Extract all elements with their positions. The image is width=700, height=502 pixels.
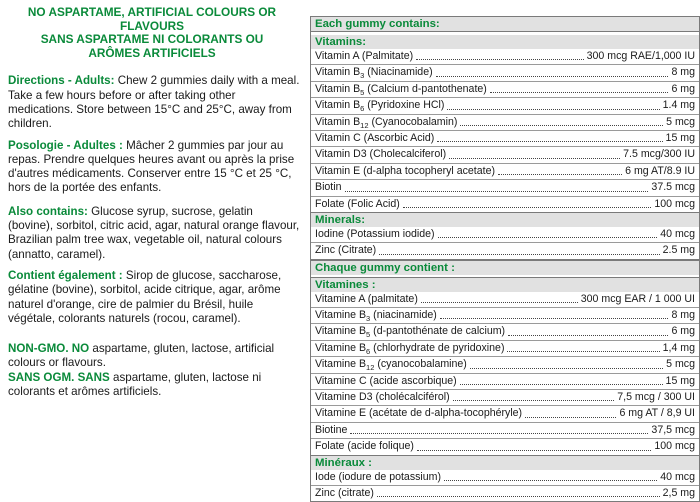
- nutrient-name: Folate (Folic Acid): [315, 197, 400, 210]
- nutrient-name: Zinc (citrate): [315, 486, 374, 499]
- vitamines-section: [311, 277, 699, 455]
- mineraux-section: [311, 455, 699, 502]
- nutrient-row: [311, 405, 699, 421]
- nutrient-row: [311, 438, 699, 454]
- nutrient-row: [311, 49, 699, 64]
- nutrient-value: 40 mcg: [660, 470, 695, 483]
- nutrient-value: 7.5 mcg/300 IU: [623, 148, 695, 161]
- nutrient-row: [311, 470, 699, 485]
- nutrient-value: 300 mcg RAE/1,000 IU: [586, 50, 695, 62]
- dot-leader: [447, 98, 659, 109]
- ingredients-en: [8, 205, 300, 262]
- nutrient-name: Vitamin A (Palmitate): [315, 50, 414, 62]
- nutrient-name: [315, 115, 457, 130]
- nutrient-row: [311, 114, 699, 130]
- nutrient-name-suffix: (Niacinamide): [364, 66, 433, 79]
- dot-leader: [449, 147, 620, 158]
- nutrient-name: [315, 341, 504, 356]
- vitamines-list: [311, 292, 699, 455]
- nutrient-name-suffix: (d-pantothénate de calcium): [370, 325, 506, 338]
- nutrient-row: [311, 242, 699, 258]
- dot-leader: [416, 49, 584, 60]
- nutrient-value: 15 mg: [665, 374, 695, 387]
- nutrient-name-subscript: 6: [360, 104, 365, 114]
- nutrient-row: [311, 130, 699, 146]
- directions-column: [8, 6, 300, 399]
- vitamins-section: [311, 35, 699, 212]
- claims-header-line: NO ASPARTAME, ARTIFICIAL COLOURS OR FLAVOURS: [27, 5, 277, 33]
- nutrient-value: 2.5 mg: [662, 244, 695, 257]
- nutrition-panel: [310, 16, 700, 502]
- nutrient-name-prefix: Vitamin B: [315, 115, 361, 128]
- nongmo-text: aspartame, gluten, lactose, artificial colours or flavours.: [8, 342, 275, 370]
- nutrient-name: [315, 357, 467, 372]
- dot-leader: [436, 65, 669, 76]
- minerals-section: [311, 212, 699, 259]
- nutrient-value: 100 mcg: [654, 440, 695, 453]
- nutrient-name: Biotin: [315, 181, 342, 194]
- nutrient-name-suffix: (Calcium d-pantothenate): [364, 82, 487, 95]
- dot-leader: [437, 131, 662, 142]
- nutrient-name: Iodine (Potassium iodide): [315, 227, 435, 240]
- nutrient-name-prefix: Vitamine B: [315, 325, 367, 338]
- dot-leader: [421, 292, 578, 303]
- dot-leader: [470, 357, 663, 368]
- nutrient-value: 1.4 mg: [662, 99, 695, 112]
- nutrient-name: Zinc (Citrate): [315, 244, 377, 257]
- nutrient-value: 6 mg: [671, 325, 695, 338]
- nutrient-name-prefix: Vitamine B: [315, 358, 367, 371]
- dot-leader: [417, 439, 651, 450]
- dot-leader: [403, 197, 652, 208]
- vitamines-heading: Vitamines :: [311, 278, 699, 292]
- nutrient-value: 40 mcg: [660, 227, 695, 240]
- vitamins-heading: Vitamins:: [311, 35, 699, 49]
- nutrient-value: 37,5 mcg: [651, 423, 695, 436]
- nutrient-value: 8 mg: [671, 309, 695, 322]
- posologie-text: Mâcher 2 gummies par jour au repas. Prendre quelques heures avant ou après la prise d'autres médicaments. Conserver entre 15 °C et 25 °C, hors de la portée des enfants.: [8, 138, 295, 195]
- panel-title-en: Each gummy contains:: [311, 17, 699, 32]
- dot-leader: [379, 243, 659, 254]
- nutrient-name: Biotine: [315, 423, 348, 436]
- nutrient-value: 6 mg: [671, 82, 695, 95]
- dot-leader: [453, 390, 615, 401]
- nutrient-value: 100 mcg: [654, 197, 695, 210]
- nutrient-value: 7,5 mcg / 300 UI: [617, 391, 695, 404]
- nutrient-name-prefix: Vitamine B: [315, 341, 367, 354]
- sansogm-text: aspartame, gluten, lactose ni colorants et arômes artificiels.: [8, 370, 262, 399]
- nutrient-row: [311, 356, 699, 372]
- nutrient-name: Vitamin C (Ascorbic Acid): [315, 131, 435, 144]
- nutrient-name: Folate (acide folique): [315, 440, 414, 453]
- nutrient-name-subscript: 3: [366, 314, 371, 324]
- nutrient-name-subscript: 6: [366, 346, 371, 356]
- claims-header-line: SANS ASPARTAME NI COLORANTS OU: [40, 32, 264, 47]
- vitamins-list: [311, 49, 699, 212]
- directions-label: Directions - Adults:: [8, 74, 115, 88]
- nutrient-value: 300 mcg EAR / 1 000 UI: [580, 292, 695, 305]
- nutrient-name: [315, 82, 487, 97]
- panel-title-fr: Chaque gummy contient :: [311, 261, 699, 275]
- minerals-heading: Minerals:: [311, 213, 699, 227]
- nutrient-name-prefix: Vitamine B: [315, 309, 367, 322]
- claims-header: [4, 6, 300, 60]
- nutrient-row: [311, 485, 699, 501]
- nutrient-name: Vitamine E (acétate de d-alpha-tocophéryle): [315, 407, 523, 420]
- directions-text: Chew 2 gummies daily with a meal. Take a few hours before or after taking other medications. Store between 15°C and 25°C, away from children.: [8, 74, 300, 131]
- nutrient-value: 6 mg AT/8.9 IU: [625, 164, 695, 177]
- nutrient-name: [315, 324, 505, 339]
- nutrient-row: [311, 340, 699, 356]
- posologie-label: Posologie - Adultes :: [8, 138, 123, 152]
- nutrient-name-suffix: (cyanocobalamine): [374, 358, 467, 371]
- nutrient-row: [311, 227, 699, 242]
- nongmo-en: [8, 342, 300, 371]
- sansogm-label: SANS OGM. SANS: [8, 370, 110, 384]
- nutrient-value: 5 mcg: [666, 115, 695, 128]
- dot-leader: [525, 406, 616, 417]
- nutrient-name-prefix: Vitamin B: [315, 66, 361, 79]
- nutrient-name: [315, 65, 433, 80]
- nutrient-name-prefix: Vitamin B: [315, 82, 361, 95]
- nutrient-value: 6 mg AT / 8,9 UI: [619, 407, 695, 420]
- nongmo-label: NON-GMO. NO: [8, 342, 90, 356]
- minerals-list: [311, 227, 699, 259]
- nutrient-name: [315, 308, 437, 323]
- nutrient-name-subscript: 12: [360, 120, 369, 130]
- nutrient-row: [311, 292, 699, 307]
- dot-leader: [460, 374, 663, 385]
- nutrient-name-suffix: (niacinamide): [370, 309, 437, 322]
- nutrient-name-subscript: 12: [366, 363, 375, 373]
- nutrient-name: Vitamine A (palmitate): [315, 292, 418, 305]
- nutrient-value: 37.5 mcg: [651, 181, 695, 194]
- nutrient-name: Vitamin D3 (Cholecalciferol): [315, 148, 447, 161]
- also-contains-text: Glucose syrup, sucrose, gelatin (bovine), sorbitol, citric acid, agar, natural orange flavour, Brazilian palm tree wax, vegetable oil, natural colours (annatto, caramel).: [8, 204, 300, 261]
- mineraux-heading: Minéraux :: [311, 456, 699, 470]
- directions-en: [8, 74, 300, 131]
- nutrient-name: Vitamin E (d-alpha tocopheryl acetate): [315, 164, 495, 177]
- dot-leader: [350, 423, 648, 434]
- dot-leader: [438, 227, 658, 238]
- nutrient-name-subscript: 3: [360, 71, 365, 81]
- nutrient-name: Iode (iodure de potassium): [315, 470, 442, 483]
- nutrient-value: 5 mcg: [666, 358, 695, 371]
- nutrient-row: [311, 389, 699, 405]
- also-contains-label: Also contains:: [8, 204, 88, 218]
- nutrient-row: [311, 422, 699, 438]
- directions-fr: [8, 139, 300, 196]
- dot-leader: [440, 308, 669, 319]
- nutrient-row: [311, 97, 699, 113]
- nutrient-name: [315, 98, 444, 113]
- nutrient-value: 8 mg: [671, 66, 695, 79]
- nutrient-value: 1,4 mg: [662, 341, 695, 354]
- nutrient-row: [311, 64, 699, 80]
- mineraux-list: [311, 470, 699, 502]
- nutrient-name-subscript: 5: [366, 330, 371, 340]
- nutrient-row: [311, 179, 699, 195]
- ingredients-fr: [8, 269, 300, 326]
- nutrient-name-subscript: 5: [360, 87, 365, 97]
- nutrient-row: [311, 146, 699, 162]
- nutrient-row: [311, 307, 699, 323]
- nutrient-row: [311, 81, 699, 97]
- nutrient-row: [311, 373, 699, 389]
- nutrient-row: [311, 163, 699, 179]
- contient-label: Contient également :: [8, 268, 123, 282]
- nutrient-value: 2,5 mg: [662, 486, 695, 499]
- nutrient-name-suffix: (Cyanocobalamin): [368, 115, 458, 128]
- dot-leader: [444, 470, 657, 481]
- dot-leader: [498, 164, 622, 175]
- nutrient-row: [311, 196, 699, 212]
- nutrient-value: 15 mg: [665, 131, 695, 144]
- nongmo-fr: [8, 371, 300, 400]
- dot-leader: [508, 324, 668, 335]
- panel-title-fr-section: [311, 259, 699, 275]
- dot-leader: [490, 82, 669, 93]
- contient-text: Sirop de glucose, saccharose, gélatine (bovine), sorbitol, acide citrique, agar, arôme naturel d'orange, cire de palmier du Brésil, huile végétale, colorants naturels (rocou, caramel).: [8, 268, 282, 325]
- nutrient-name: Vitamine C (acide ascorbique): [315, 374, 457, 387]
- nutrient-name-prefix: Vitamin B: [315, 99, 361, 112]
- nutrient-name: Vitamine D3 (cholécalciférol): [315, 391, 450, 404]
- dot-leader: [377, 486, 660, 497]
- nutrient-name-suffix: (chlorhydrate de pyridoxine): [370, 341, 505, 354]
- dot-leader: [460, 115, 663, 126]
- nutrient-row: [311, 323, 699, 339]
- dot-leader: [345, 180, 649, 191]
- dot-leader: [507, 341, 659, 352]
- claims-header-line: ARÔMES ARTIFICIELS: [88, 45, 216, 60]
- nutrient-name-suffix: (Pyridoxine HCl): [364, 99, 445, 112]
